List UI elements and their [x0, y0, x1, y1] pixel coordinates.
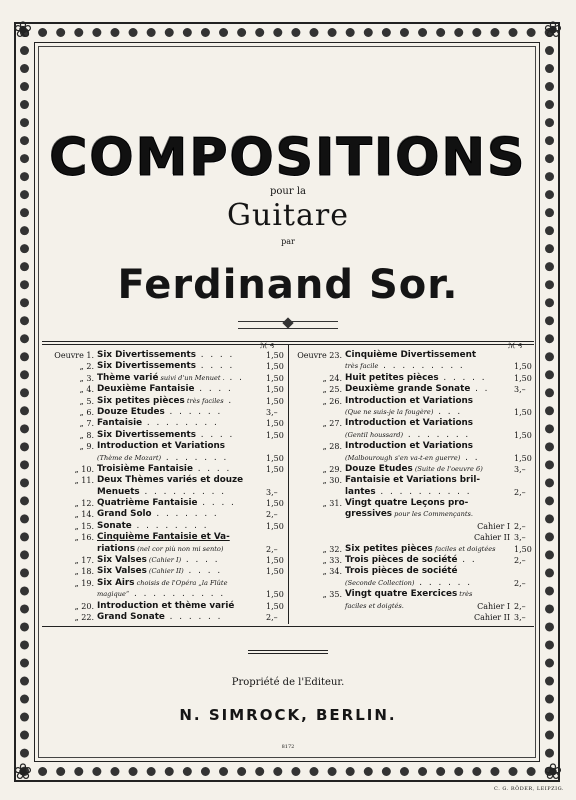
work-title-text: Fantaisie et Variations bril- — [345, 475, 481, 486]
work-title-text: Six petites pièces — [97, 395, 185, 406]
work-title-text: Douze Etudes — [97, 406, 165, 417]
opus-number: „ 7. — [79, 419, 94, 429]
work-title — [345, 544, 496, 555]
work-price: 2,– — [514, 601, 526, 611]
instrument-title: Guitare — [227, 198, 349, 233]
leader-dots: . . — [460, 452, 480, 463]
work-title-text: Introduction et Variations — [345, 418, 474, 429]
work-subtitle: faciles et doigtés. — [345, 601, 404, 610]
catalog-entry — [292, 396, 536, 407]
opus-number: Oeuvre 23. — [297, 351, 342, 360]
catalog-entry — [44, 396, 288, 407]
work-title-text: Vingt quatre Leçons pro- — [345, 498, 469, 509]
leader-dots: . . . . . . — [414, 577, 473, 588]
work-title-text: Trois pièces de société — [345, 566, 458, 577]
leader-dots: . . . . — [197, 498, 236, 509]
catalog-top-rule — [42, 341, 534, 342]
opus-number: „ 18. — [74, 567, 94, 577]
title-divider — [238, 321, 338, 329]
leader-dots: . . . . . . . — [151, 509, 219, 520]
work-title-text: Introduction et Variations — [345, 441, 474, 452]
work-price: 1,50 — [266, 385, 284, 395]
leader-dots: . . . . — [181, 555, 220, 566]
catalog-entry — [44, 361, 288, 372]
catalog-entry — [44, 384, 288, 395]
work-title-text: Deuxième grande Sonate — [345, 384, 471, 395]
leader-dots: . . . . . . . . . — [378, 361, 465, 372]
catalog-entry — [44, 498, 288, 509]
work-title — [345, 578, 472, 589]
opus-number: „ 14. — [74, 510, 94, 520]
catalog-entry — [292, 532, 536, 543]
opus-number: „ 32. — [322, 544, 342, 554]
catalog-entry — [44, 418, 288, 429]
cahier-label: Cahier I — [477, 521, 510, 531]
leader-dots: . . . . — [195, 429, 235, 440]
work-title-text: Trois pièces de société — [345, 555, 458, 566]
work-price: 1,50 — [514, 373, 532, 383]
work-price: 1,50 — [266, 556, 284, 566]
work-price: 1,50 — [266, 373, 284, 383]
work-price: 2,– — [514, 578, 526, 588]
work-price: 1,50 — [514, 453, 532, 463]
work-price: 1,50 — [514, 362, 532, 372]
opus-number: „ 22. — [74, 612, 94, 622]
catalog-entry — [292, 566, 536, 577]
cahier-label: Cahier II — [473, 533, 510, 543]
work-price: 2,– — [266, 510, 278, 520]
catalog-entry — [292, 521, 536, 532]
catalog-entry — [292, 430, 536, 441]
work-subtitle: (Suite de l'oeuvre 6) — [412, 464, 483, 473]
leader-dots: . . . . . . — [164, 611, 223, 622]
leader-dots: . . . . . . . . . — [139, 486, 226, 497]
leader-dots: . . . . — [183, 566, 223, 577]
work-title-text: Six petites pièces — [345, 543, 433, 554]
work-title — [97, 475, 243, 486]
work-title — [345, 361, 465, 372]
work-title-text: Cinquième Fantaisie et Va- — [97, 532, 230, 543]
catalog-entry — [44, 453, 288, 464]
work-price: 2,– — [266, 612, 278, 622]
work-title-text: Six Divertissements — [97, 361, 196, 372]
work-title — [97, 464, 231, 475]
work-title — [97, 555, 220, 566]
work-title — [345, 601, 404, 612]
leader-dots: . . . . . — [438, 372, 487, 383]
work-title — [345, 487, 472, 498]
work-subtitle: suivi d'un Menuet . — [158, 373, 225, 382]
opus-number: „ 10. — [74, 464, 94, 474]
work-price: 1,50 — [266, 567, 284, 577]
catalog-entry — [292, 350, 536, 361]
catalog-entry — [44, 601, 288, 612]
work-price: 1,50 — [514, 544, 532, 554]
leader-dots: . . — [224, 372, 244, 383]
opus-number: Oeuvre 1. — [54, 351, 94, 360]
corner-ornament-bottom-left: ❀ — [13, 760, 33, 785]
catalog-entry — [44, 566, 288, 577]
opus-number: „ 35. — [322, 590, 342, 600]
opus-number: „ 26. — [322, 396, 342, 406]
work-title — [97, 532, 230, 543]
opus-number: „ 5. — [79, 396, 94, 406]
opus-number: „ 3. — [79, 373, 94, 383]
leader-dots: . . . . . . . . . . — [129, 589, 226, 600]
work-title-text: Deuxième Fantaisie — [97, 384, 195, 395]
opus-number: „ 28. — [322, 442, 342, 452]
work-title — [97, 509, 219, 520]
corner-ornament-top-right: ❀ — [543, 18, 563, 43]
bottom-rule-2 — [248, 653, 328, 654]
catalog-entry — [44, 407, 288, 418]
work-title-text: Six Valses — [97, 555, 147, 566]
work-title-text: Grand Sonate — [97, 611, 165, 622]
work-subtitle: très faciles — [184, 396, 224, 405]
opus-number: „ 15. — [74, 521, 94, 531]
catalog-entry — [292, 418, 536, 429]
price-mark-right: ℳ ₰ — [508, 342, 523, 350]
publisher-name: N. SIMROCK, BERLIN. — [179, 706, 397, 724]
work-subtitle: pour les Commençants. — [392, 510, 473, 519]
opus-number: „ 24. — [322, 373, 342, 383]
work-title — [345, 464, 483, 475]
work-title-text: Introduction et Variations — [97, 441, 226, 452]
work-subtitle: très — [457, 590, 473, 599]
work-price: 1,50 — [514, 407, 532, 417]
work-title — [345, 509, 473, 520]
leader-dots: . . . . — [192, 463, 232, 474]
catalog-entry — [292, 612, 536, 623]
work-title — [345, 430, 470, 441]
leader-dots: . . . — [433, 406, 463, 417]
work-title — [97, 373, 244, 384]
work-price: 3,– — [266, 407, 278, 417]
catalog-left-column — [44, 350, 288, 623]
leader-dots: . . . . . . . — [161, 452, 229, 463]
work-title — [345, 589, 472, 600]
work-title — [345, 373, 487, 384]
catalog-entry — [292, 373, 536, 384]
work-price: 1,50 — [266, 396, 284, 406]
work-subtitle: (Seconde Collection) — [345, 578, 415, 587]
opus-number: „ 16. — [74, 533, 94, 543]
work-title — [345, 384, 489, 395]
work-title-text: Thème varié — [97, 372, 159, 383]
work-title — [97, 521, 209, 532]
page-title: COMPOSITIONS — [49, 128, 527, 188]
catalog-entry — [44, 430, 288, 441]
work-price: 3,– — [514, 385, 526, 395]
work-title-text: Six Divertissements — [97, 429, 196, 440]
leader-dots: . . . . . . . . — [131, 520, 209, 531]
opus-number: „ 8. — [79, 430, 94, 440]
catalog-entry — [44, 589, 288, 600]
work-title — [97, 498, 236, 509]
leader-dots: . . . . . . — [164, 406, 223, 417]
opus-number: „ 27. — [322, 419, 342, 429]
work-title — [97, 566, 222, 577]
opus-number: „ 30. — [322, 476, 342, 486]
bottom-rule-1 — [248, 650, 328, 651]
work-price: 1,50 — [266, 430, 284, 440]
opus-number: „ 12. — [74, 499, 94, 509]
leader-dots: . . . . . . . . — [142, 418, 219, 429]
catalog-entry — [44, 509, 288, 520]
work-price: 1,50 — [514, 430, 532, 440]
catalog-entry — [44, 555, 288, 566]
work-title — [345, 475, 480, 486]
work-price: 3,– — [266, 487, 278, 497]
leader-dots: . — [223, 395, 234, 406]
work-subtitle: (nel cor più non mi sento) — [135, 544, 224, 553]
catalog-entry — [292, 578, 536, 589]
catalog-entry — [292, 544, 536, 555]
work-price: 2,– — [514, 487, 526, 497]
work-price: 1,50 — [266, 590, 284, 600]
work-title-text: Sonate — [97, 520, 132, 531]
catalog-entry — [44, 464, 288, 475]
catalog-entry — [292, 601, 536, 612]
work-price: 1,50 — [266, 351, 284, 360]
work-subtitle: choisis de l'Opéra „la Flûte — [134, 578, 228, 587]
work-title-text: Six Valses — [97, 566, 147, 577]
catalog-entry — [292, 464, 536, 475]
work-title — [97, 453, 228, 464]
catalog-entry — [44, 521, 288, 532]
work-subtitle: magique“ — [97, 590, 130, 599]
work-price: 2,– — [514, 556, 526, 566]
printer-credit: C. G. RÖDER, LEIPZIG. — [494, 786, 564, 792]
leader-dots: . . — [457, 555, 477, 566]
catalog-entry — [44, 612, 288, 623]
catalog-entry — [44, 544, 288, 555]
work-price: 1,50 — [266, 419, 284, 429]
leader-dots: . . . . — [195, 361, 235, 372]
catalog-column-divider — [288, 344, 289, 624]
work-subtitle: très facile — [345, 362, 379, 371]
leader-dots: . . . . . . . . . . — [375, 486, 472, 497]
work-title — [97, 418, 219, 429]
catalog-entry — [44, 441, 288, 452]
work-title-text: lantes — [345, 486, 376, 497]
work-subtitle: (Gentil houssard) — [345, 430, 404, 439]
work-title — [97, 544, 223, 555]
work-price: 3,– — [514, 612, 526, 622]
opus-number: „ 11. — [74, 476, 94, 486]
work-title-text: Introduction et thème varié — [97, 600, 235, 611]
opus-number: „ 6. — [79, 407, 94, 417]
author-name: Ferdinand Sor. — [117, 262, 459, 308]
catalog-entry — [292, 487, 536, 498]
work-title — [97, 487, 226, 498]
work-title — [97, 430, 234, 441]
corner-ornament-top-left: ❀ — [13, 18, 33, 43]
work-title — [345, 566, 457, 577]
work-subtitle: (Thème de Mozart) — [97, 453, 162, 462]
opus-number: „ 2. — [79, 362, 94, 372]
work-subtitle: (Que ne suis-je la fougère) — [345, 407, 434, 416]
work-price: 1,50 — [266, 601, 284, 611]
work-title-text: Cinquième Divertissement — [345, 350, 477, 360]
work-title-text: Huit petites pièces — [345, 372, 439, 383]
work-title — [97, 441, 225, 452]
work-title-text: Menuets — [97, 486, 140, 497]
work-title-text: Vingt quatre Exercices — [345, 589, 458, 600]
work-title — [345, 396, 473, 407]
leader-dots: . . — [470, 384, 490, 395]
property-note: Propriété de l'Editeur. — [231, 677, 345, 688]
opus-number: „ 29. — [322, 464, 342, 474]
work-title-text: Fantaisie — [97, 418, 143, 429]
work-title-text: riations — [97, 543, 136, 554]
work-title — [97, 361, 234, 372]
work-title-text: Troisième Fantaisie — [97, 463, 193, 474]
work-title — [97, 407, 222, 418]
work-subtitle: (Cahier II) — [146, 567, 184, 576]
work-subtitle: (Malbourough s'en va-t-en guerre) — [345, 453, 461, 462]
catalog-entry — [292, 498, 536, 509]
leader-dots: . . . . . . . — [403, 429, 471, 440]
work-title — [345, 555, 477, 566]
catalog-entry — [292, 361, 536, 372]
catalog-entry — [292, 453, 536, 464]
work-title — [345, 350, 476, 361]
work-title — [345, 453, 480, 464]
opus-number: „ 20. — [74, 601, 94, 611]
opus-number: „ 33. — [322, 556, 342, 566]
opus-number: „ 19. — [74, 578, 94, 588]
opus-number: „ 17. — [74, 556, 94, 566]
work-title-text: Six Divertissements — [97, 350, 196, 360]
catalog-entry — [44, 487, 288, 498]
work-price: 1,50 — [266, 499, 284, 509]
cahier-label: Cahier I — [477, 601, 510, 611]
work-price: 1,50 — [266, 362, 284, 372]
work-title — [97, 350, 234, 361]
catalog-entry — [44, 475, 288, 486]
catalog-entry — [292, 589, 536, 600]
work-subtitle: faciles et doigtées — [432, 544, 496, 553]
work-title — [97, 396, 233, 407]
opus-number: „ 9. — [79, 442, 94, 452]
opus-number: „ 25. — [322, 385, 342, 395]
work-title — [345, 407, 462, 418]
opus-number: „ 34. — [322, 567, 342, 577]
work-title — [345, 498, 468, 509]
work-title-text: Douze Etudes — [345, 463, 413, 474]
catalog-entry — [292, 384, 536, 395]
catalog-entry — [292, 555, 536, 566]
catalog-entry — [292, 407, 536, 418]
work-price: 3,– — [514, 533, 526, 543]
work-title-text: Introduction et Variations — [345, 395, 474, 406]
catalog-right-column — [292, 350, 536, 623]
work-title — [345, 441, 473, 452]
work-title-text: Deux Thèmes variés et douze — [97, 475, 244, 486]
catalog-entry — [292, 475, 536, 486]
opus-number: „ 4. — [79, 385, 94, 395]
work-title — [97, 601, 234, 612]
catalog-entry — [44, 578, 288, 589]
catalog-entry — [292, 441, 536, 452]
leader-dots: . . . . — [194, 384, 233, 395]
work-title-text: Quatrième Fantaisie — [97, 498, 198, 509]
corner-ornament-bottom-right: ❀ — [543, 760, 563, 785]
catalog-entry — [44, 373, 288, 384]
leader-dots: . . . . — [195, 350, 235, 360]
work-title — [97, 589, 225, 600]
work-title — [97, 612, 222, 623]
work-title-text: gressives — [345, 509, 393, 520]
work-price: 2,– — [266, 544, 278, 554]
par-text: par — [281, 237, 295, 246]
cahier-label: Cahier II — [473, 612, 510, 622]
catalog-entry — [44, 350, 288, 361]
work-title — [97, 578, 227, 589]
plate-number: 8172 — [281, 744, 295, 750]
catalog-entry — [44, 532, 288, 543]
catalog-entry — [292, 509, 536, 520]
work-price: 3,– — [514, 464, 526, 474]
opus-number: „ 31. — [322, 499, 342, 509]
work-title-text: Grand Solo — [97, 509, 152, 520]
work-price: 1,50 — [266, 453, 284, 463]
work-price: 1,50 — [266, 521, 284, 531]
catalog-bottom-rule — [42, 626, 534, 627]
pour-la-text: pour la — [270, 186, 306, 197]
work-subtitle: (Cahier I) — [146, 556, 182, 565]
work-price: 1,50 — [266, 464, 284, 474]
work-title — [345, 418, 473, 429]
work-title-text: Six Airs — [97, 577, 135, 588]
price-mark-left: ℳ ₰ — [260, 342, 275, 350]
work-price: 2,– — [514, 521, 526, 531]
work-title — [97, 384, 233, 395]
